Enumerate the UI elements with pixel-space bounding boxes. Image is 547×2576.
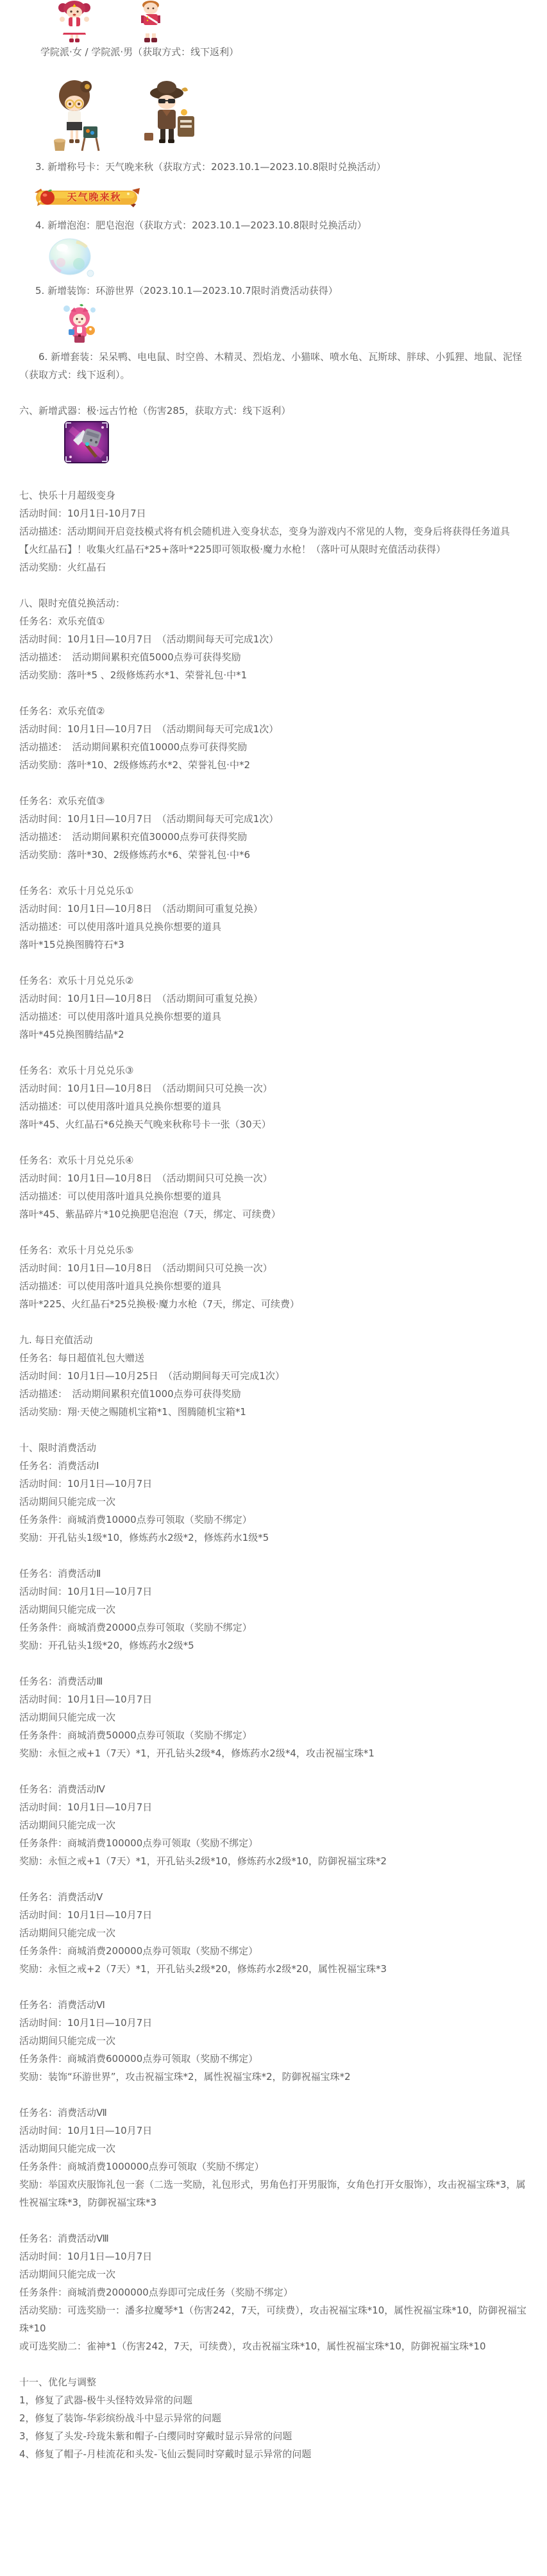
- spacer: [19, 774, 528, 792]
- section-9-heading: 九. 每日充值活动: [19, 1334, 93, 1346]
- exchange-rule: 落叶*225、火红晶石*25兑换极·魔力水枪（7天，绑定、可续费）: [19, 1298, 300, 1310]
- activity-desc: 活动描述：可以使用落叶道具兑换你想要的道具: [19, 1101, 222, 1112]
- activity-desc: 活动描述：可以使用落叶道具兑换你想要的道具: [19, 1011, 222, 1022]
- exchange-rule: 落叶*15兑换图腾符石*3: [19, 939, 124, 950]
- activity-time: 活动时间：10月1日—10月8日 （活动期间可重复兑换）: [19, 903, 263, 914]
- spacer: [19, 864, 528, 882]
- spacer: [19, 1547, 528, 1565]
- task-condition: 任务条件：商城消费1000000点券可领取（奖励不绑定）: [19, 2161, 264, 2172]
- reward: 奖励：永恒之戒+2（7天）*1，开孔钻头2级*20，修炼药水2级*20，属性祝福宝珠*3: [19, 1963, 387, 1975]
- task-condition: 任务条件：商城消费200000点券可领取（奖励不绑定）: [19, 1945, 258, 1957]
- task-condition: 任务条件：商城消费600000点券可领取（奖励不绑定）: [19, 2053, 258, 2065]
- task-condition: 任务条件：商城消费10000点券可领取（奖励不绑定）: [19, 1514, 252, 1525]
- reward: 奖励：装饰“环游世界”，攻击祝福宝珠*2，属性祝福宝珠*2，防御祝福宝珠*2: [19, 2071, 351, 2082]
- spacer: [19, 2355, 528, 2373]
- activity-desc: 活动描述：可以使用落叶道具兑换你想要的道具: [19, 1280, 222, 1292]
- item-5-decoration: 5. 新增装饰：环游世界（2023.10.1—2023.10.7限时消费活动获得）: [35, 285, 338, 296]
- item-4-bubble: 4. 新增泡泡：肥皂泡泡（获取方式：2023.10.1—2023.10.8限时兑换活动）: [35, 219, 367, 231]
- spacer: [19, 1421, 528, 1439]
- item-3-title-card: 3. 新增称号卡：天气晚来秋（获取方式：2023.10.1—2023.10.8限时兑换活动）: [35, 161, 386, 173]
- activity-reward: 活动奖励：翔·天使之赐随机宝箱*1、图腾随机宝箱*1: [19, 1406, 246, 1418]
- task-name: 任务名：消费活动Ⅰ: [19, 1460, 99, 1472]
- task-name: 任务名：欢乐十月兑兑乐②: [19, 975, 134, 986]
- fix-item-1: 1，修复了武器-极牛头怪特效异常的问题: [19, 2394, 192, 2406]
- weapon-card-image: [64, 421, 109, 463]
- section-7-heading: 七、快乐十月超级变身: [19, 490, 116, 501]
- activity-time: 活动时间：10月1日—10月7日: [19, 1909, 153, 1921]
- spacer: [19, 1223, 528, 1241]
- activity-time: 活动时间：10月1日—10月7日: [19, 2017, 153, 2029]
- activity-limit: 活动期间只能完成一次: [19, 1604, 116, 1615]
- activity-limit: 活动期间只能完成一次: [19, 1819, 116, 1831]
- activity-time: 活动时间：10月1日—10月8日 （活动期间只可兑换一次）: [19, 1083, 273, 1094]
- task-name: 任务名：消费活动Ⅵ: [19, 1999, 105, 2011]
- activity-limit: 活动期间只能完成一次: [19, 1496, 116, 1507]
- autumn-girl-sprite-image: [46, 79, 103, 158]
- activity-limit: 活动期间只能完成一次: [19, 2269, 116, 2280]
- activity-time: 活动时间：10月1日—10月7日 （活动期间每天可完成1次）: [19, 633, 279, 645]
- activity-time: 活动时间：10月1日—10月7日: [19, 1694, 153, 1705]
- activity-reward: 活动奖励：落叶*5 、2级修炼药水*1、荣誉礼包·中*1: [19, 669, 248, 681]
- fix-item-3: 3，修复了头发-玲珑朱紫和帽子-白缨同时穿戴时显示异常的问题: [19, 2430, 292, 2442]
- exchange-rule: 落叶*45、火红晶石*6兑换天气晚来秋称号卡一张（30天）: [19, 1119, 271, 1130]
- task-name: 任务名：欢乐十月兑兑乐④: [19, 1155, 134, 1166]
- task-condition: 任务条件：商城消费20000点券可领取（奖励不绑定）: [19, 1622, 252, 1633]
- activity-limit: 活动期间只能完成一次: [19, 1927, 116, 1939]
- section-8-heading: 八、限时充值兑换活动：: [19, 597, 126, 609]
- spacer: [19, 1870, 528, 1888]
- activity-desc: 活动描述：可以使用落叶道具兑换你想要的道具: [19, 1190, 222, 1202]
- item-6-suits: 6. 新增套装：呆呆鸭、电电鼠、时空兽、木精灵、烈焰龙、小猫咪、喷水龟、瓦斯球、胖球、小狐狸、地鼠、泥怪（获取方式：线下返利）。: [19, 351, 523, 381]
- reward: 奖励：举国欢庆服饰礼包一套（二选一奖励，礼包形式，男角色打开男服饰，女角色打开女服饰），攻击祝福宝珠*3，属性祝福宝珠*3，防御祝福宝珠*3: [19, 2179, 526, 2208]
- task-name: 任务名：欢乐充值①: [19, 615, 105, 627]
- title-badge-image: [31, 187, 142, 207]
- activity-time: 活动时间：10月1日—10月8日 （活动期间可重复兑换）: [19, 993, 263, 1004]
- activity-time: 活动时间：10月1日—10月25日 （活动期间每天可完成1次）: [19, 1370, 285, 1382]
- activity-desc: 活动描述：活动期间开启竞技模式将有机会随机进入变身状态，变身为游戏内不常见的人物，变身后将获得任务道具【火红晶石】！收集火红晶石*25+落叶*225即可领取极·魔力水枪！（落叶可从限时充值活动获得）: [19, 526, 510, 555]
- activity-limit: 活动期间只能完成一次: [19, 2143, 116, 2154]
- spacer: [19, 2211, 528, 2229]
- activity-time: 活动时间：10月1日—10月7日: [19, 1801, 153, 1813]
- academy-boy-sprite-image: [128, 0, 173, 43]
- activity-time: 活动时间：10月1日—10月7日 （活动期间每天可完成1次）: [19, 813, 279, 825]
- task-condition: 任务条件：商城消费50000点券可领取（奖励不绑定）: [19, 1730, 252, 1741]
- reward: 奖励：永恒之戒+1（7天）*1，开孔钻头2级*4，修炼药水2级*4，攻击祝福宝珠*1: [19, 1747, 374, 1759]
- reward: 奖励：永恒之戒+1（7天）*1，开孔钻头2级*10，修炼药水2级*10，防御祝福宝珠*2: [19, 1855, 387, 1867]
- task-name: 任务名：欢乐十月兑兑乐①: [19, 885, 134, 897]
- activity-reward: 活动奖励：落叶*10、2级修炼药水*2、荣誉礼包·中*2: [19, 759, 250, 771]
- task-name: 任务名：欢乐十月兑兑乐⑤: [19, 1244, 134, 1256]
- badge-title-text: 天气晚来秋: [67, 191, 122, 203]
- activity-time: 活动时间：10月1日—10月8日 （活动期间只可兑换一次）: [19, 1172, 273, 1184]
- section-6-weapon-heading: 六、新增武器：极·远古竹枪（伤害285，获取方式：线下返利）: [19, 405, 291, 416]
- task-name: 任务名：消费活动Ⅳ: [19, 1783, 105, 1795]
- reward-option-1: 活动奖励：可选奖励一：潘多拉魔琴*1（伤害242，7天，可续费），攻击祝福宝珠*10，属性祝福宝珠*10，防御祝福宝珠*10: [19, 2305, 526, 2334]
- task-name: 任务名：消费活动Ⅱ: [19, 1568, 101, 1579]
- activity-reward: 活动奖励：火红晶石: [19, 562, 106, 573]
- activity-desc: 活动描述： 活动期间累积充值10000点券可获得奖励: [19, 741, 248, 753]
- task-name: 任务名：消费活动Ⅲ: [19, 1676, 103, 1687]
- activity-reward: 活动奖励：落叶*30、2级修炼药水*6、荣誉礼包·中*6: [19, 849, 250, 861]
- spacer: [19, 1043, 528, 1061]
- reward: 奖励：开孔钻头1级*10，修炼药水2级*2，修炼药水1级*5: [19, 1532, 269, 1543]
- exchange-rule: 落叶*45、紫晶碎片*10兑换肥皂泡泡（7天，绑定、可续费）: [19, 1208, 281, 1220]
- academy-outfit-row: [19, 0, 528, 43]
- activity-time: 活动时间：10月1日—10月7日 （活动期间每天可完成1次）: [19, 723, 279, 735]
- task-condition: 任务条件：商城消费2000000点券即可完成任务（奖励不绑定）: [19, 2287, 293, 2298]
- spacer: [19, 1654, 528, 1672]
- spacer: [19, 954, 528, 972]
- fix-item-4: 4、修复了帽子-月桂流花和头发-飞仙云鬓同时穿戴时显示异常的问题: [19, 2448, 312, 2460]
- academy-girl-sprite-image: [55, 0, 94, 43]
- task-name: 任务名：消费活动Ⅶ: [19, 2107, 107, 2118]
- activity-desc: 活动描述： 活动期间累积充值5000点券可获得奖励: [19, 651, 241, 663]
- exchange-rule: 落叶*45兑换图腾结晶*2: [19, 1029, 124, 1040]
- activity-time: 活动时间：10月1日—10月8日 （活动期间只可兑换一次）: [19, 1262, 273, 1274]
- activity-desc: 活动描述：可以使用落叶道具兑换你想要的道具: [19, 921, 222, 932]
- activity-time: 活动时间：10月1日-10月7日: [19, 508, 146, 519]
- task-name: 任务名：消费活动Ⅴ: [19, 1891, 103, 1903]
- autumn-title-row: [19, 79, 528, 158]
- task-name: 任务名：每日超值礼包大赠送: [19, 1352, 145, 1364]
- spacer: [19, 468, 528, 486]
- caption-academy-outfits: 学院派·女 / 学院派·男（获取方式：线下返利）: [40, 46, 239, 58]
- activity-time: 活动时间：10月1日—10月7日: [19, 2125, 153, 2136]
- spacer: [19, 1133, 528, 1151]
- section-11-heading: 十一、优化与调整: [19, 2376, 97, 2388]
- spacer: [19, 1762, 528, 1780]
- activity-desc: 活动描述： 活动期间累积充值30000点券可获得奖励: [19, 831, 248, 843]
- reward: 奖励：开孔钻头1级*20，修炼药水2级*5: [19, 1640, 194, 1651]
- activity-limit: 活动期间只能完成一次: [19, 1712, 116, 1723]
- autumn-boy-sprite-image: [137, 79, 198, 158]
- task-condition: 任务条件：商城消费100000点券可领取（奖励不绑定）: [19, 1837, 258, 1849]
- soap-bubble-image: [48, 238, 95, 278]
- task-name: 任务名：欢乐充值②: [19, 705, 105, 717]
- activity-time: 活动时间：10月1日—10月7日: [19, 2251, 153, 2262]
- spacer: [19, 1313, 528, 1331]
- fix-item-2: 2，修复了装饰-华彩缤纷战斗中显示异常的问题: [19, 2412, 221, 2424]
- activity-time: 活动时间：10月1日—10月7日: [19, 1478, 153, 1490]
- reward-option-2: 或可选奖励二：雀神*1（伤害242，7天，可续费），攻击祝福宝珠*10，属性祝福宝珠*10，防御祝福宝珠*10: [19, 2340, 486, 2352]
- section-10-heading: 十、限时消费活动: [19, 1442, 97, 1454]
- spacer: [19, 576, 528, 594]
- task-name: 任务名：欢乐十月兑兑乐③: [19, 1065, 134, 1076]
- spacer: [19, 384, 528, 402]
- task-name: 任务名：欢乐充值③: [19, 795, 105, 807]
- activity-time: 活动时间：10月1日—10月7日: [19, 1586, 153, 1597]
- spacer: [19, 684, 528, 702]
- travel-world-deco-image: [62, 304, 97, 344]
- spacer: [19, 2086, 528, 2104]
- activity-desc: 活动描述： 活动期间累积充值1000点券可获得奖励: [19, 1388, 241, 1400]
- spacer: [19, 1978, 528, 1996]
- spacer: [19, 61, 528, 79]
- activity-limit: 活动期间只能完成一次: [19, 2035, 116, 2047]
- task-name: 任务名：消费活动Ⅷ: [19, 2233, 109, 2244]
